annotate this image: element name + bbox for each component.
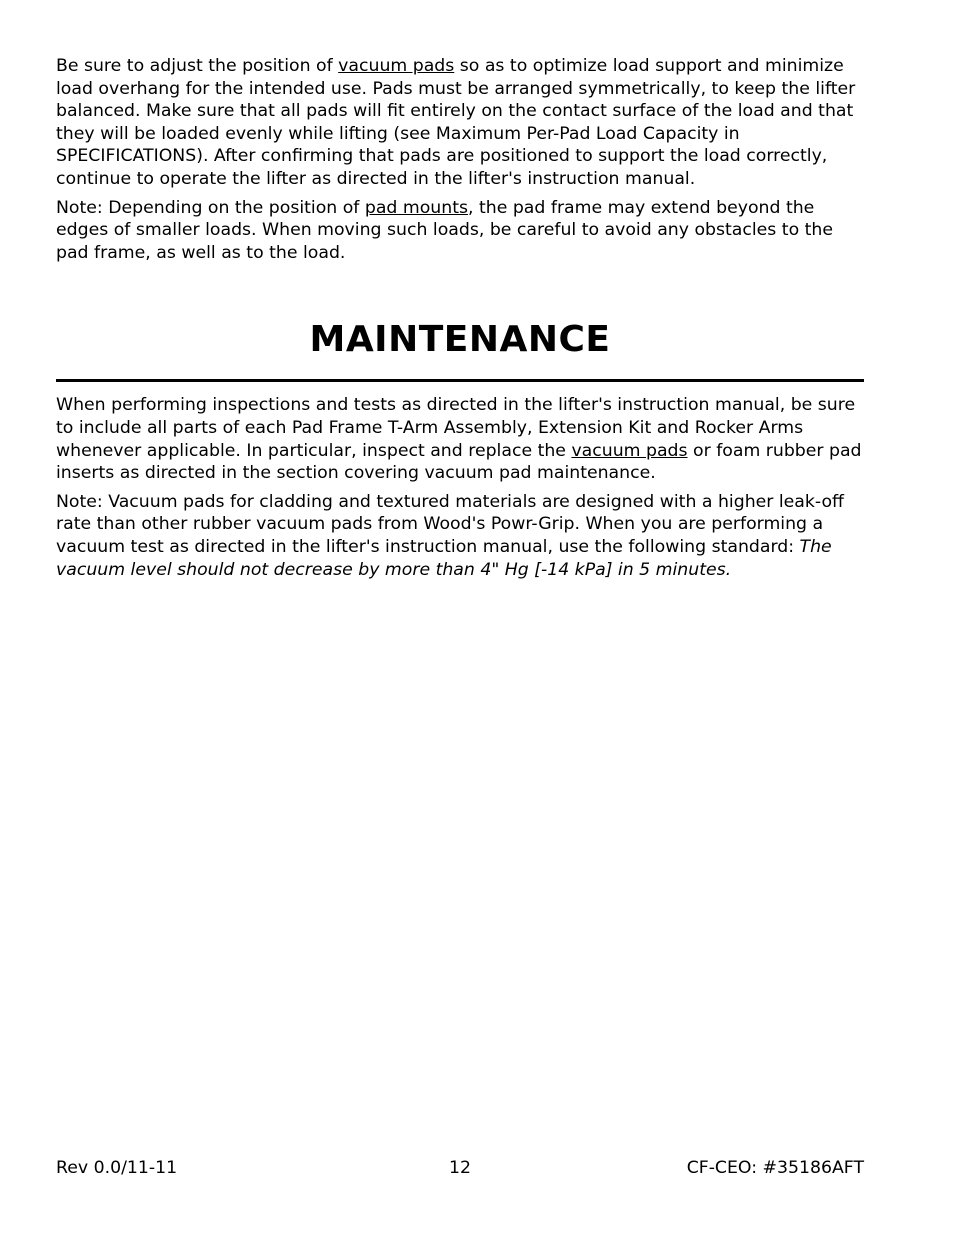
vacuum-pads-link[interactable]: vacuum pads [338,56,455,76]
footer-document-id: CF-CEO: #35186AFT [686,1158,864,1178]
page-footer [56,1157,864,1181]
page-content [56,55,864,587]
text-run: , the pad frame may extend beyond the edges of smaller loads. When moving such loads, be careful to avoid any obstacles to the pad frame, as well as to the load. [56,197,834,263]
text-run: Note: Depending on the position of [56,197,365,218]
intro-paragraph-note [56,197,864,265]
text-run: Be sure to adjust the position of [56,56,339,76]
intro-paragraph-pad-position [56,55,864,191]
maintenance-paragraph-note [56,491,864,581]
text-run: or foam rubber pad inserts as directed in the section covering vacuum pad maintenance. [56,440,862,484]
maintenance-heading: MAINTENANCE [309,319,611,361]
footer-revision: Rev 0.0/11-11 [56,1158,178,1178]
maintenance-paragraph-inspections [56,394,864,484]
vacuum-pads-link[interactable]: vacuum pads [571,440,688,461]
text-run: When performing inspections and tests as directed in the lifter's instruction manual, be sure to include all parts of each Pad Frame T-Arm Assembly, Extension Kit and Rocker Arms whenever applicable. In particular, inspect and replace the [56,395,856,461]
text-run: so as to optimize load support and minimize load overhang for the intended use. Pads must be arranged symmetrically, to keep the lifter balanced. Make sure that all pads will fit entirely on the contact surface of the load and that they will be loaded evenly while lifting (see Maximum Per-Pad Load Capacity in SPECIFICATIONS). After confirming that pads are positioned to support the load correctly, continue to operate the lifter as directed in the lifter's instruction manual. [56,56,856,189]
footer-page-number: 12 [449,1158,471,1178]
text-run: Note: Vacuum pads for cladding and textured materials are designed with a higher leak-off rate than other rubber vacuum pads from Wood's Powr-Grip. When you are performing a vacuum test as directed in the lifter's instruction manual, use the following standard: [56,491,844,557]
pad-mounts-link[interactable]: pad mounts [364,197,468,218]
heading-divider [56,379,864,382]
vacuum-standard-text: The vacuum level should not decrease by more than 4" Hg [-14 kPa] in 5 minutes. [56,536,832,580]
